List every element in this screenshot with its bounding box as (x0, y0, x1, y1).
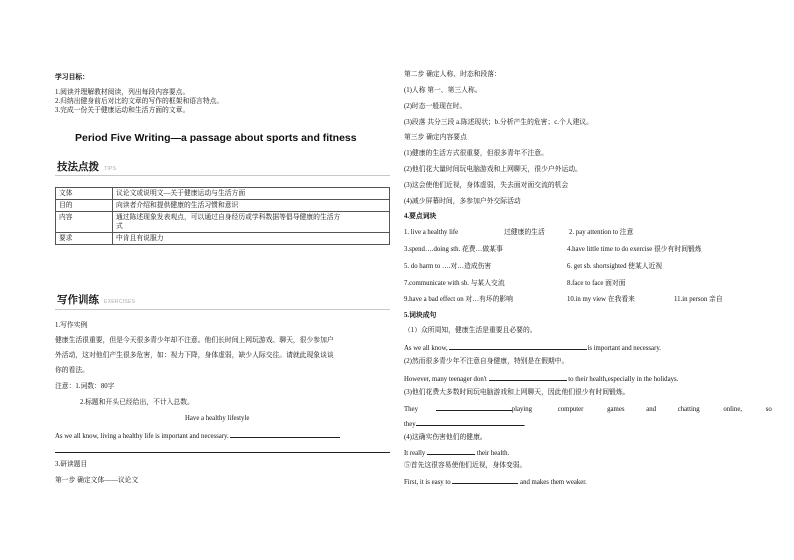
sentence-text: chatting (677, 406, 700, 413)
vocab-item: 4.have little time to do exercise 很少有时间锻炼 (567, 246, 702, 253)
sentence-text: online, (723, 406, 743, 413)
sentence-text: computer (557, 406, 584, 413)
sentence-text: to their health,especially in the holidays. (568, 376, 679, 383)
sentence-cn: (3)他们花费大多数时间玩电脑游戏和上网聊天，因此他们很少有时间锻炼。 (404, 389, 630, 396)
sentence-text: It really (404, 450, 426, 457)
table-cell-value (113, 212, 390, 233)
sentence-text: . (523, 421, 526, 428)
right-column (404, 0, 772, 560)
goal-item: 3.完成一份关于健康运动和生活方面的文章。 (55, 107, 190, 114)
section-sub-tips: TIPS (104, 166, 117, 172)
sentence-en (404, 342, 661, 353)
answer-blank[interactable] (416, 418, 524, 426)
sentence-en (404, 476, 587, 487)
vocab-item: 过健康的生活 (504, 229, 545, 236)
answer-blank[interactable] (452, 476, 518, 484)
sentence-heading: 5.词块成句 (404, 312, 437, 319)
vocab-item: 1. live a healthy life (404, 229, 459, 236)
answer-blank[interactable] (449, 342, 587, 350)
step-3: 第三步 确定内容要点 (404, 134, 467, 141)
sentence-en (404, 373, 678, 384)
vocab-item: 3.spend….doing sth. 花费…做某事 (404, 246, 503, 253)
essay-title: Have a healthy lifestyle (185, 415, 250, 422)
sentence-text: so (765, 406, 772, 413)
answer-line[interactable] (55, 452, 390, 453)
table-cell-label: 文体 (56, 188, 113, 200)
note-line: 注意：1.词数：80字 (55, 383, 115, 390)
step-1: 第一步 确定文体——议论文 (55, 477, 139, 484)
answer-blank[interactable] (427, 447, 475, 455)
sentence-text: their health. (476, 450, 510, 457)
prompt-line: 健康生活很重要，但是今天很多青少年却不注意。他们长时间上网玩游戏、聊天，很少参加户 (55, 337, 334, 344)
sentence-text: However, many teenager don't (404, 376, 487, 383)
table-cell-line: 式 (116, 223, 123, 230)
table-cell-value: 中肯且有说服力 (113, 233, 390, 245)
answer-blank[interactable] (489, 373, 567, 381)
table-cell-label: 目的 (56, 200, 113, 212)
divider (55, 309, 390, 310)
goal-item: 2.归纳出健身前后对比的文章的写作的框架和语言特点。 (55, 98, 224, 105)
sentence-text: playing (511, 406, 533, 413)
step-2-item: (1)人称 第一、第三人称。 (404, 87, 482, 94)
sentence-en (404, 403, 772, 414)
content-point: (1)健康的生活方式很重要，但很多青年不注意。 (404, 150, 548, 157)
technique-table (55, 187, 390, 245)
essay-start-text: As we all know, living a healthy life is important and necessary. (55, 433, 229, 440)
vocab-item: 9.have a bad effect on 对…有坏的影响 (404, 296, 513, 303)
step-2-item: (2)时态一般现在时。 (404, 103, 467, 110)
sentence-cn: （1）众所周知，健康生活是重要且必要的。 (404, 327, 537, 334)
vocab-item: 8.face to face 面对面 (567, 280, 626, 287)
divider (55, 175, 390, 176)
prompt-line: 你的看法。 (55, 367, 89, 374)
vocab-item: 7.communicate with sb. 与某人交流 (404, 280, 505, 287)
table-row (56, 188, 390, 200)
sentence-text: They (404, 406, 418, 413)
page-title: Period Five Writing—a passage about sports and fitness (75, 132, 357, 144)
step-2-item: (3)段落 共分三段 a.陈述现状；b.分析产生的危害；c.个人建议。 (404, 119, 593, 126)
table-row (56, 212, 390, 233)
essay-start (55, 430, 340, 441)
sentence-text: and (646, 406, 657, 413)
table-cell-label: 内容 (56, 212, 113, 233)
vocab-item: 11.in person 亲自 (674, 296, 723, 303)
table-cell-label: 要求 (56, 233, 113, 245)
sentence-cn: (4)这确实伤害他们的健康。 (404, 434, 487, 441)
sentence-text: they (404, 421, 416, 428)
sentence-text: games (607, 406, 625, 413)
sentence-text: First, it is easy to (404, 479, 451, 486)
vocab-item: 2. pay attention to 注意 (569, 229, 634, 236)
vocab-item: 5. do harm to ….对…造成伤害 (404, 263, 492, 270)
step-2: 第二步 确定人称、时态和段落： (404, 71, 501, 78)
vocab-heading: 4.要点词块 (404, 213, 437, 220)
table-cell-line: 通过陈述现象发表观点，可以通过自身经历或学科数据等倡导健康的生活方 (116, 214, 341, 221)
left-column (55, 0, 390, 560)
table-cell-value: 议论文或说明文—关于健康运动与生活方面 (113, 188, 390, 200)
exercise-item-3: 3.研读题目 (55, 461, 88, 468)
section-heading-exercises: 写作训练 (57, 294, 99, 306)
table-cell-value: 向读者介绍和提供健康的生活习惯和意识 (113, 200, 390, 212)
answer-blank[interactable] (230, 430, 340, 438)
section-sub-exercises: EXERCISES (104, 299, 136, 305)
sentence-en (404, 447, 509, 458)
vocab-item: 10.in my view 在我看来 (567, 296, 635, 303)
goals-heading: 学习目标： (55, 74, 89, 81)
section-heading-tips: 技法点拨 (57, 161, 99, 173)
content-point: (3)这会使他们近视，身体虚弱，失去面对面交流的机会 (404, 182, 569, 189)
sentence-cn: (2)然而很多青少年不注意自身健康，特别是在假期中。 (404, 358, 569, 365)
answer-blank[interactable] (436, 403, 512, 411)
note-line: 2.标题和开头已经给出，不计入总数。 (80, 399, 194, 406)
goal-item: 1.阅读并理解教材阅读，列出每段内容要点。 (55, 89, 190, 96)
sentence-text: is important and necessary. (587, 345, 661, 352)
sentence-en (404, 418, 525, 429)
content-point: (4)减少屏幕时间，多参加户外交际活动 (404, 198, 521, 205)
prompt-line: 外活动，这对他们产生很多危害，如：视力下降，身体虚弱，缺少人际交往。请就此现象谈谈 (55, 352, 334, 359)
sentence-text: and makes them weaker. (520, 479, 587, 486)
vocab-item: 6. get sb. shortsighted 使某人近视 (567, 263, 663, 270)
content-point: (2)他们花大量时间玩电脑游戏和上网聊天，很少户外运动。 (404, 166, 582, 173)
table-row (56, 200, 390, 212)
sentence-text: As we all know, (404, 345, 448, 352)
sentence-cn: ⑤首先这很容易使他们近视，身体变弱。 (404, 462, 527, 469)
table-row (56, 233, 390, 245)
exercise-item-1: 1.写作实例 (55, 322, 88, 329)
